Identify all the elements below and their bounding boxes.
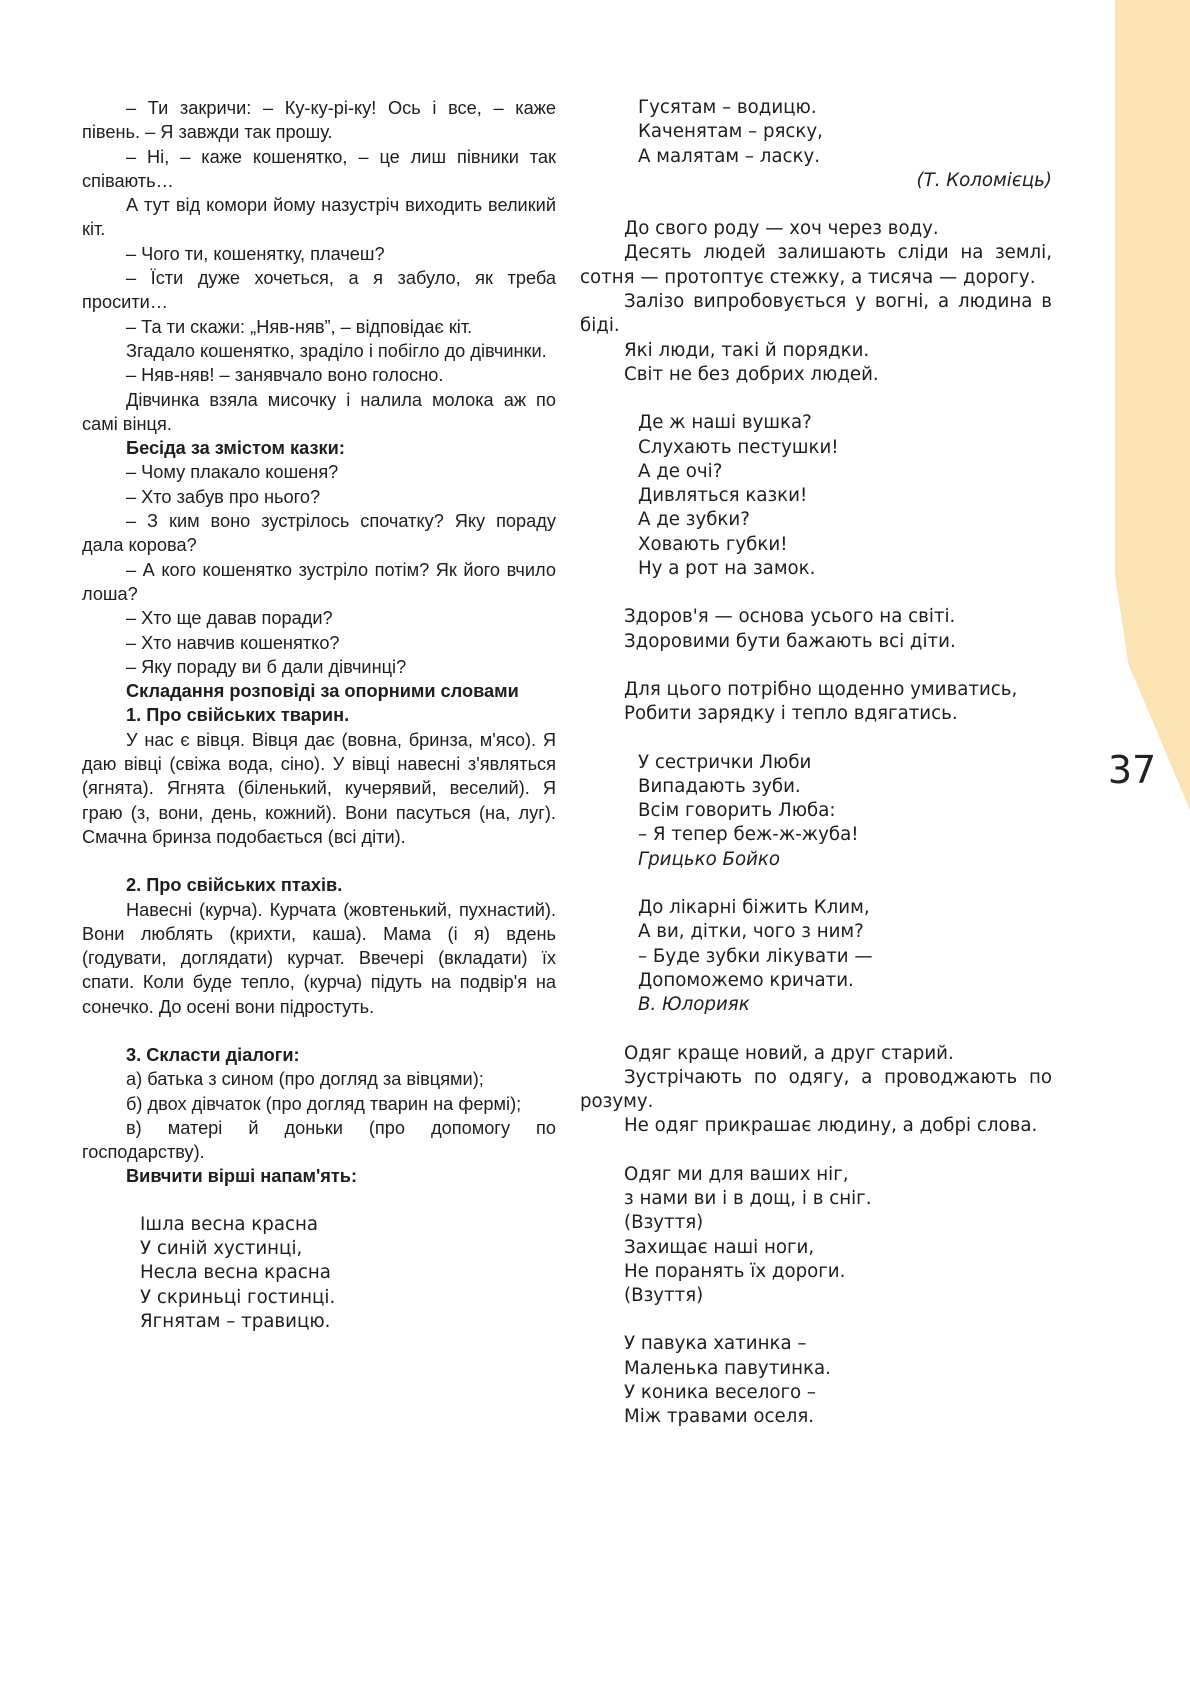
task3-item: в) матері й доньки (про допомогу по господарству). — [82, 1117, 556, 1163]
poem-line: Каченятам – ряску, — [638, 121, 823, 143]
poem-line: Гусятам – водицю. — [638, 97, 817, 118]
right-column — [580, 96, 1052, 1430]
poem-line: А де очі? — [638, 460, 723, 482]
poem-author: В. Юлорияк — [638, 994, 750, 1016]
poem-line: Всім говорить Люба: — [638, 800, 836, 822]
proverb: Залізо випробовується у вогні, а людина в біді. — [580, 291, 1052, 337]
riddle-line: Не поранять їх дороги. — [624, 1260, 846, 1282]
riddle-line: Одяг ми для ваших ніг, — [624, 1163, 849, 1185]
proverb: Одяг краще новий, а друг старий. — [624, 1042, 954, 1064]
poem-author: (Т. Коломієць) — [916, 169, 1052, 191]
proverb: Десять людей залишають сліди на землі, сотня — протоптує стежку, а тисяча — дорогу. — [580, 242, 1052, 288]
task3-heading: 3. Скласти діалоги: — [126, 1044, 300, 1065]
question: – З ким воно зустрілось спочатку? Яку пораду дала корова? — [82, 511, 556, 556]
poem-line: У сестрички Люби — [638, 751, 812, 773]
poem-line: Допоможемо кричати. — [638, 969, 854, 991]
poem-line: Дивляться казки! — [638, 485, 808, 507]
poem-line: Несла весна красна — [140, 1262, 331, 1284]
dialogue-paragraph: – Ні, – каже кошенятко, – це лиш півники так співають… — [82, 146, 556, 191]
poem-line: Маленька павутинка. — [624, 1357, 831, 1379]
poem-author: Грицько Бойко — [638, 848, 781, 870]
talk-heading: Бесіда за змістом казки: — [126, 438, 345, 459]
poem-line: У синій хустинці, — [140, 1238, 303, 1260]
riddle-line: Захищає наші ноги, — [624, 1236, 815, 1258]
dialogue-paragraph: А тут від комори йому назустріч виходить великий кіт. — [82, 195, 556, 240]
riddle-answer: (Взуття) — [624, 1212, 704, 1234]
proverb: Не одяг прикрашає людину, а добрі слова. — [624, 1115, 1038, 1137]
dialogue-paragraph: – Та ти скажи: „Няв-няв”, – відповідає кіт. — [126, 316, 473, 337]
poem-line: У павука хатинка – — [624, 1333, 807, 1355]
poem-line: Ну а рот на замок. — [638, 558, 816, 580]
health-line: Здоров'я — основа усього на світі. — [624, 606, 956, 628]
question: – Хто навчив кошенятко? — [126, 632, 340, 653]
task2-heading: 2. Про свійських птахів. — [126, 875, 343, 896]
page-corner-tab — [1115, 0, 1190, 810]
poem-line: Випадають зуби. — [638, 775, 801, 797]
dialogue-paragraph: Дівчинка взяла мисочку і налила молока аж по самі вінця. — [82, 389, 556, 434]
task2-text: Навесні (курча). Курчата (жовтенький, пухнастий). Вони люблять (крихти, каша). Мама (і я) вдень (годувати, доглядати) курчат. Ввечері (вкладати) їх спати. Коли буде тепло, (курча) підуть на подвір'я на сонечко. До осені вони підростуть. — [82, 899, 556, 1017]
proverb: Світ не без добрих людей. — [624, 363, 879, 385]
riddle-answer: (Взуття) — [624, 1285, 704, 1307]
poem-line: У скриньці гостинці. — [140, 1286, 336, 1308]
compose-heading: Складання розповіді за опорними словами — [126, 681, 519, 702]
left-column — [82, 96, 556, 1334]
routine-line: Для цього потрібно щоденно умиватись, — [624, 678, 1018, 700]
dialogue-paragraph: Згадало кошенятко, зраділо і побігло до дівчинки. — [126, 340, 547, 361]
dialogue-paragraph: – Ти закричи: – Ку-ку-рі-ку! Ось і все, – каже півень. – Я завжди так прошу. — [82, 98, 556, 143]
poem-line: А де зубки? — [638, 509, 750, 531]
poem-line: – Я тепер беж-ж-жуба! — [638, 824, 859, 846]
task3-item: б) двох дівчаток (про догляд тварин на фермі); — [126, 1093, 522, 1114]
question: – Яку пораду ви б дали дівчинці? — [126, 656, 407, 677]
question: – Чому плакало кошеня? — [126, 462, 339, 483]
poem-line: Ховають губки! — [638, 533, 788, 555]
riddle-line: з нами ви і в дощ, і в сніг. — [624, 1187, 872, 1209]
poem-line: Слухають пестушки! — [638, 436, 839, 458]
poem-line: Ішла весна красна — [140, 1213, 318, 1235]
proverb: Які люди, такі й порядки. — [624, 339, 870, 361]
question: – Хто забув про нього? — [126, 486, 321, 507]
task1-heading: 1. Про свійських тварин. — [126, 705, 350, 726]
poem-line: Між травами оселя. — [624, 1406, 815, 1428]
question: – Хто ще давав поради? — [126, 608, 333, 629]
poem-line: А ви, дітки, чого з ним? — [638, 921, 864, 943]
learn-heading: Вивчити вірші напам'ять: — [126, 1166, 358, 1187]
task1-text: У нас є вівця. Вівця дає (вовна, бринза, м'ясо). Я даю вівці (свіжа вода, сіно). У вівці навесні з'являться (ягнята). Ягнята (біленький, кучерявий, веселий). Я граю (з, вони, день, кожний). Вони пасуться (на, луг). Смачна бринза подобається (всі діти). — [82, 729, 556, 847]
poem-line: – Буде зубки лікувати — — [638, 945, 873, 967]
routine-line: Робити зарядку і тепло вдягатись. — [624, 703, 958, 725]
page-number: 37 — [1107, 748, 1157, 792]
poem-line: А малятам – ласку. — [638, 145, 821, 167]
health-line: Здоровими бути бажають всі діти. — [624, 630, 956, 652]
proverb: Зустрічають по одягу, а проводжають по розуму. — [580, 1066, 1052, 1113]
dialogue-paragraph: – Чого ти, кошенятку, плачеш? — [126, 243, 385, 264]
dialogue-paragraph: – Няв-няв! – занявчало воно голосно. — [126, 365, 444, 386]
task3-item: а) батька з сином (про догляд за вівцями); — [126, 1069, 484, 1090]
poem-line: До лікарні біжить Клим, — [638, 897, 870, 919]
poem-line: У коника веселого – — [624, 1382, 817, 1404]
poem-line: Де ж наші вушка? — [638, 412, 812, 434]
question: – А кого кошенятко зустріло потім? Як його вчило лоша? — [82, 559, 556, 604]
proverb: До свого роду — хоч через воду. — [624, 218, 939, 240]
poem-line: Ягнятам – травицю. — [140, 1310, 331, 1332]
dialogue-paragraph: – Їсти дуже хочеться, а я забуло, як треба просити… — [82, 268, 556, 313]
